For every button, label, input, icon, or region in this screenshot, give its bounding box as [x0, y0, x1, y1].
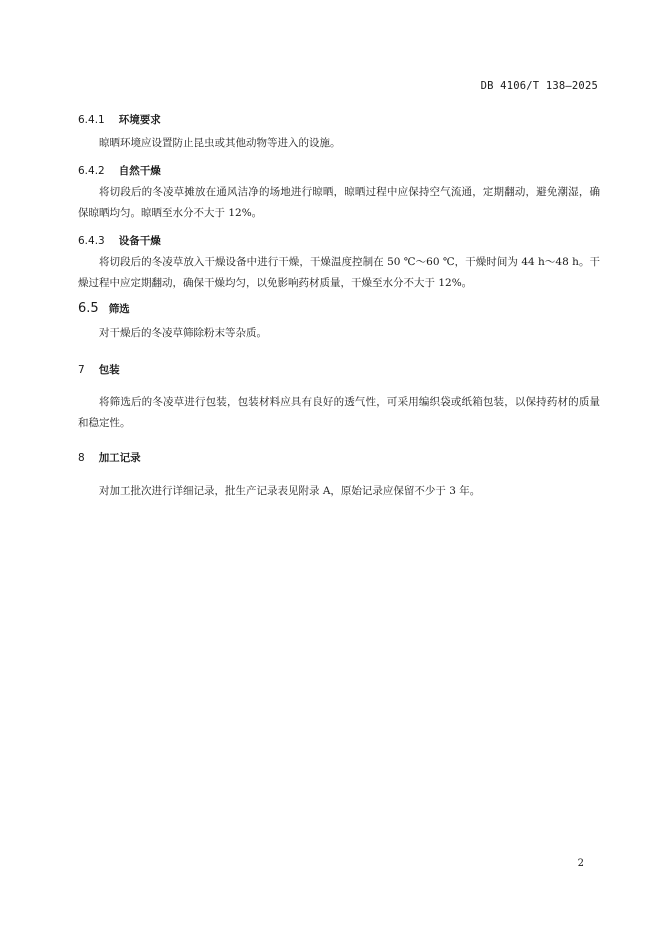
section-body-8: 对加工批次进行详细记录，批生产记录表见附录 A，原始记录应保留不少于 3 年。	[99, 485, 481, 497]
section-title: 筛选	[108, 303, 130, 315]
section-heading-6-4-2	[78, 163, 161, 178]
document-code: DB 4106/T 138—2025	[480, 80, 598, 92]
section-body-6-4-3: 将切段后的冬凌草放入干燥设备中进行干燥，干燥温度控制在 50 ℃～60 ℃，干燥时间为 44 h～48 h。干燥过程中应定期翻动，确保干燥均匀，以免影响药材质量，干燥至水分不大于 12%。	[78, 256, 600, 289]
section-number: 6.4.2	[78, 165, 105, 177]
section-body-6-5: 对干燥后的冬凌草筛除粉末等杂质。	[99, 327, 267, 339]
section-number: 6.4.1	[78, 114, 105, 126]
section-number: 6.5	[78, 301, 99, 316]
section-title: 加工记录	[98, 452, 141, 464]
section-title: 环境要求	[118, 114, 161, 126]
section-number: 8	[78, 452, 85, 464]
section-heading-6-5	[78, 301, 130, 316]
section-title: 包装	[98, 364, 120, 376]
section-heading-6-4-3	[78, 233, 161, 248]
section-heading-7	[78, 362, 120, 377]
page-number: 2	[577, 858, 584, 869]
section-heading-6-4-1	[78, 112, 161, 127]
section-number: 7	[78, 364, 85, 376]
section-body-7: 将筛选后的冬凌草进行包装，包装材料应具有良好的透气性，可采用编织袋或纸箱包装，以保持药材的质量和稳定性。	[78, 396, 600, 429]
section-body-6-4-2: 将切段后的冬凌草摊放在通风洁净的场地进行晾晒，晾晒过程中应保持空气流通，定期翻动，避免潮湿，确保晾晒均匀。晾晒至水分不大于 12%。	[78, 186, 600, 219]
section-heading-8	[78, 450, 141, 465]
section-body-6-4-1: 晾晒环境应设置防止昆虫或其他动物等进入的设施。	[99, 137, 341, 149]
section-title: 设备干燥	[118, 235, 161, 247]
section-title: 自然干燥	[118, 165, 161, 177]
section-number: 6.4.3	[78, 235, 105, 247]
